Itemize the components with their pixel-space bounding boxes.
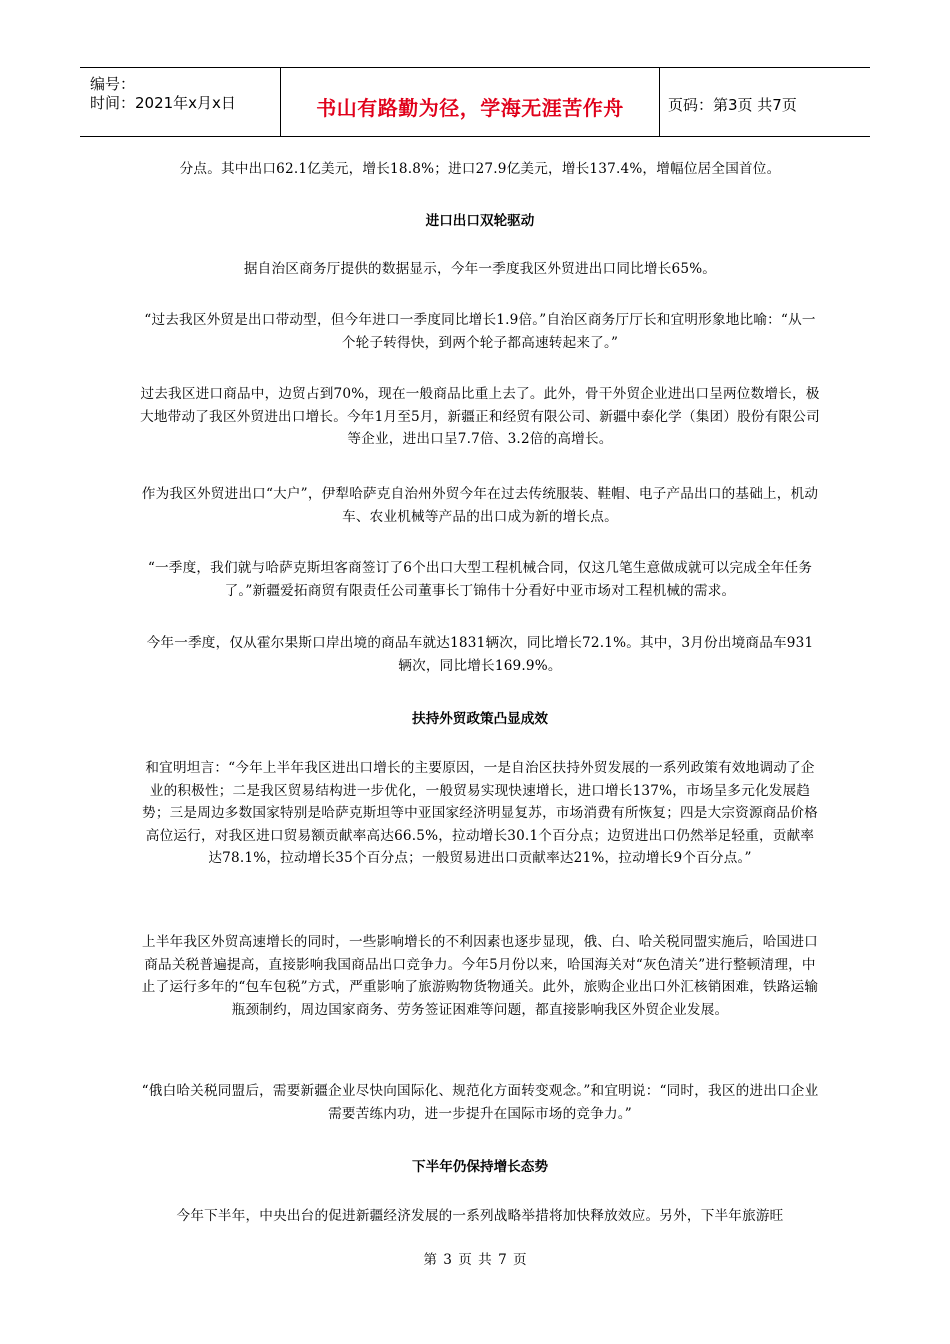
paragraph: 上半年我区外贸高速增长的同时，一些影响增长的不利因素也逐步显现，俄、白、哈关税同盟实施后，哈国进口商品关税普遍提高，直接影响我国商品出口竞争力。今年5月份以来，哈国海关对“灰色清关”进行整顿清理，中止了运行多年的“包车包税”方式，严重影响了旅游购物货物通关。此外，旅购企业出口外汇核销困难，铁路运输瓶颈制约，周边国家商务、劳务签证困难等问题，都直接影响我区外贸企业发展。 bbox=[141, 934, 819, 1018]
document-number-label: 编号： bbox=[90, 75, 136, 93]
paragraph: 过去我区进口商品中，边贸占到70%，现在一般商品比重上去了。此外，骨干外贸企业进出口呈两位数增长，极大地带动了我区外贸进出口增长。今年1月至5月，新疆正和经贸有限公司、新疆中泰化学（集团）股份有限公司等企业，进出口呈7.7倍、3.2倍的高增长。 bbox=[140, 386, 820, 447]
header-motto: 书山有路勤为径，学海无涯苦作舟 bbox=[316, 96, 624, 120]
page-footer: 第 3 页 共 7 页 bbox=[423, 1252, 527, 1268]
paragraph: “一季度，我们就与哈萨克斯坦客商签订了6个出口大型工程机械合同，仅这几笔生意做成就可以完成全年任务了。”新疆爱拓商贸有限责任公司董事长丁锦伟十分看好中亚市场对工程机械的需求。 bbox=[147, 560, 813, 599]
paragraph: 和宜明坦言：“今年上半年我区进出口增长的主要原因，一是自治区扶持外贸发展的一系列政策有效地调动了企业的积极性；二是我区贸易结构进一步优化，一般贸易实现快速增长，进口增长137%，市场呈多元化发展趋势；三是周边多数国家特别是哈萨克斯坦等中亚国家经济明显复苏，市场消费有所恢复；四是大宗资源商品价格高位运行，对我区进口贸易额贡献率高达66.5%，拉动增长30.1个百分点；边贸进出口仍然举足轻重，贡献率达78.1%，拉动增长35个百分点；一般贸易进出口贡献率达21%，拉动增长9个百分点。” bbox=[142, 760, 818, 866]
document-time-label: 时间：2021年x月x日 bbox=[90, 94, 236, 112]
section-heading: 扶持外贸政策凸显成效 bbox=[412, 711, 548, 727]
paragraph: 今年一季度，仅从霍尔果斯口岸出境的商品车就达1831辆次，同比增长72.1%。其中，3月份出境商品车931辆次，同比增长169.9%。 bbox=[146, 635, 814, 674]
section-heading: 下半年仍保持增长态势 bbox=[412, 1159, 548, 1175]
paragraph: “过去我区外贸是出口带动型，但今年进口一季度同比增长1.9倍。”自治区商务厅厅长和宜明形象地比喻：“从一个轮子转得快，到两个轮子都高速转起来了。” bbox=[144, 312, 816, 351]
paragraph: 作为我区外贸进出口“大户”，伊犁哈萨克自治州外贸今年在过去传统服装、鞋帽、电子产品出口的基础上，机动车、农业机械等产品的出口成为新的增长点。 bbox=[141, 486, 819, 525]
header-page-cell bbox=[660, 68, 870, 136]
paragraph: “俄白哈关税同盟后，需要新疆企业尽快向国际化、规范化方面转变观念。”和宜明说：“同时，我区的进出口企业需要苦练内功，进一步提升在国际市场的竞争力。” bbox=[141, 1083, 819, 1122]
paragraph: 分点。其中出口62.1亿美元，增长18.8%；进口27.9亿美元，增长137.4%，增幅位居全国首位。 bbox=[179, 161, 781, 177]
header-meta-cell bbox=[80, 68, 281, 136]
paragraph: 据自治区商务厅提供的数据显示，今年一季度我区外贸进出口同比增长65%。 bbox=[243, 261, 717, 277]
paragraph: 今年下半年，中央出台的促进新疆经济发展的一系列战略举措将加快释放效应。另外，下半年旅游旺 bbox=[176, 1208, 784, 1224]
section-heading: 进口出口双轮驱动 bbox=[425, 213, 535, 229]
page-header bbox=[80, 67, 870, 137]
header-motto-cell bbox=[281, 68, 660, 136]
header-page-info: 页码：第3页 共7页 bbox=[668, 96, 797, 114]
